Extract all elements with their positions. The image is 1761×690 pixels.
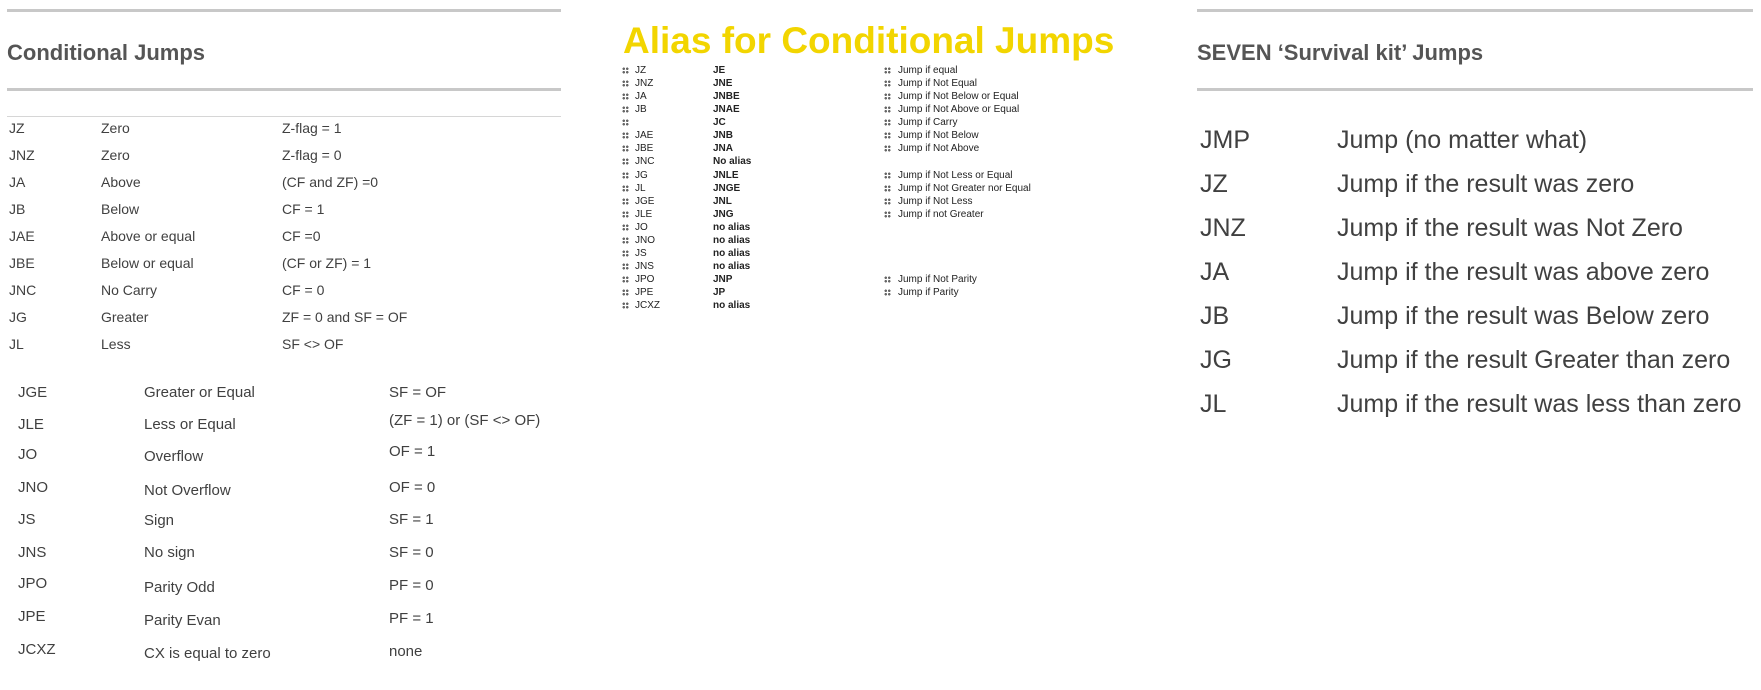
bullet-icon — [884, 132, 891, 139]
jump-code: JZ — [1200, 170, 1228, 198]
jump-code: JGE — [635, 196, 655, 207]
bullet-icon — [622, 276, 629, 283]
jump-meaning: Less or Equal — [144, 416, 236, 433]
bullet-icon — [884, 80, 891, 87]
jump-code: JG — [1200, 346, 1232, 374]
bullet-icon — [622, 250, 629, 257]
jump-meaning: Not Overflow — [144, 482, 231, 499]
jump-description: Jump if Not Below — [898, 130, 979, 141]
jump-description: Jump if Not Above — [898, 143, 980, 154]
jump-condition: SF = OF — [389, 384, 447, 401]
jump-code: JA — [635, 91, 647, 102]
jump-meaning: Parity Odd — [144, 579, 215, 596]
jump-code: JPO — [635, 274, 655, 285]
jump-code: JS — [18, 511, 36, 528]
jump-code: JB — [1200, 302, 1230, 330]
jump-alias: no alias — [713, 261, 751, 272]
jump-code: JLE — [18, 416, 44, 433]
jump-condition: SF <> OF — [282, 336, 344, 352]
bullet-icon — [884, 198, 891, 205]
panel1-top-rule — [7, 9, 561, 12]
bullet-icon — [884, 289, 891, 296]
bullet-icon — [622, 224, 629, 231]
jump-meaning: No sign — [144, 544, 195, 561]
jump-code: JPE — [635, 287, 654, 298]
jump-condition: Z-flag = 0 — [282, 147, 342, 163]
bullet-icon — [622, 263, 629, 270]
jump-alias: no alias — [713, 300, 751, 311]
jump-code: JB — [635, 104, 647, 115]
jump-alias: JP — [713, 287, 726, 298]
panel2-title: Alias for Conditional Jumps — [623, 20, 1115, 61]
panel1-title: Conditional Jumps — [7, 40, 205, 65]
jump-code: JBE — [9, 255, 35, 271]
jump-code: JNO — [635, 235, 655, 246]
jump-condition: CF = 1 — [282, 201, 325, 217]
jump-alias: JNAE — [713, 104, 740, 115]
panel1-table-rule — [7, 116, 561, 117]
bullet-icon — [622, 67, 629, 74]
jump-description: Jump if Not Parity — [898, 274, 977, 285]
jump-alias: JNE — [713, 78, 733, 89]
jump-code: JNZ — [1200, 214, 1246, 242]
jump-condition: (CF or ZF) = 1 — [282, 255, 372, 271]
jump-meaning: CX is equal to zero — [144, 645, 271, 662]
jump-meaning: Parity Evan — [144, 612, 221, 629]
jump-condition: (ZF = 1) or (SF <> OF) — [389, 412, 541, 429]
jump-alias: no alias — [713, 235, 751, 246]
jump-code: JG — [635, 170, 648, 181]
jump-meaning: Zero — [101, 120, 130, 136]
jump-code: JPE — [18, 608, 46, 625]
jump-alias: JNG — [713, 209, 734, 220]
bullet-icon — [622, 289, 629, 296]
panel1-title-rule — [7, 88, 561, 91]
panel3-top-rule — [1197, 9, 1753, 12]
jump-description: Jump if Not Greater nor Equal — [898, 183, 1031, 194]
jump-condition: ZF = 0 and SF = OF — [282, 309, 408, 325]
jump-code: JLE — [635, 209, 653, 220]
jump-condition: CF =0 — [282, 228, 321, 244]
jump-code: JNS — [18, 544, 47, 561]
jump-alias: No alias — [713, 156, 752, 167]
jump-code: JS — [635, 248, 647, 259]
jump-description: Jump if the result was above zero — [1337, 258, 1710, 286]
bullet-icon — [884, 145, 891, 152]
jump-meaning: Less — [101, 336, 131, 352]
jump-code: JL — [1200, 390, 1227, 418]
jump-code: JCXZ — [635, 300, 660, 311]
jump-alias: no alias — [713, 222, 751, 233]
jump-alias: JC — [713, 117, 726, 128]
bullet-icon — [622, 80, 629, 87]
jump-code: JBE — [635, 143, 654, 154]
jump-code: JA — [1200, 258, 1230, 286]
jump-meaning: Above or equal — [101, 228, 196, 244]
bullet-icon — [884, 172, 891, 179]
jump-code: JL — [635, 183, 646, 194]
jump-description: Jump if the result was less than zero — [1337, 390, 1742, 418]
jump-code: JB — [9, 201, 26, 217]
jump-description: Jump if Parity — [898, 287, 959, 298]
jump-code: JL — [9, 336, 24, 352]
bullet-icon — [884, 67, 891, 74]
jump-description: Jump if Not Below or Equal — [898, 91, 1019, 102]
jump-meaning: No Carry — [101, 282, 158, 298]
jump-description: Jump if the result was Not Zero — [1337, 214, 1683, 242]
jump-code: JAE — [635, 130, 654, 141]
jump-alias: JNBE — [713, 91, 740, 102]
jump-code: JA — [9, 174, 26, 190]
bullet-icon — [622, 119, 629, 126]
jump-description: Jump if equal — [898, 65, 958, 76]
jump-condition: PF = 1 — [389, 610, 434, 627]
jump-code: JZ — [9, 120, 25, 136]
jump-code: JNC — [9, 282, 37, 298]
bullet-icon — [884, 276, 891, 283]
jump-alias: JNLE — [713, 170, 739, 181]
jump-description: Jump if Not Less or Equal — [898, 170, 1013, 181]
bullet-icon — [884, 211, 891, 218]
jump-condition: SF = 1 — [389, 511, 434, 528]
bullet-icon — [622, 302, 629, 309]
bullet-icon — [622, 93, 629, 100]
bullet-icon — [622, 106, 629, 113]
jump-code: JNS — [635, 261, 654, 272]
jump-meaning: Zero — [101, 147, 130, 163]
jump-alias: JNL — [713, 196, 732, 207]
jump-code: JG — [9, 309, 27, 325]
jump-condition: (CF and ZF) =0 — [282, 174, 379, 190]
bullet-icon — [622, 132, 629, 139]
jump-code: JMP — [1200, 126, 1250, 154]
jump-condition: SF = 0 — [389, 544, 434, 561]
jump-code: JZ — [635, 65, 647, 76]
jump-condition: PF = 0 — [389, 577, 434, 594]
jump-meaning: Sign — [144, 512, 175, 529]
jump-description: Jump if not Greater — [898, 209, 984, 220]
bullet-icon — [884, 185, 891, 192]
bullet-icon — [884, 93, 891, 100]
jump-description: Jump if Not Equal — [898, 78, 977, 89]
jump-description: Jump if the result was zero — [1337, 170, 1635, 198]
jump-description: Jump if the result was Below zero — [1337, 302, 1710, 330]
jump-condition: none — [389, 643, 423, 660]
jump-alias: JNP — [713, 274, 733, 285]
jump-code: JNO — [18, 479, 48, 496]
jump-meaning: Below or equal — [101, 255, 194, 271]
jump-meaning: Greater — [101, 309, 149, 325]
bullet-icon — [884, 106, 891, 113]
jump-description: Jump if Not Less — [898, 196, 973, 207]
jump-code: JO — [635, 222, 648, 233]
jump-condition: OF = 1 — [389, 443, 436, 460]
jump-meaning: Greater or Equal — [144, 384, 255, 401]
jump-meaning: Overflow — [144, 448, 204, 465]
jump-meaning: Above — [101, 174, 141, 190]
jump-alias: JE — [713, 65, 726, 76]
bullet-icon — [622, 185, 629, 192]
jump-condition: OF = 0 — [389, 479, 436, 496]
bullet-icon — [622, 172, 629, 179]
jump-alias: JNGE — [713, 183, 741, 194]
jump-alias: no alias — [713, 248, 751, 259]
jump-meaning: Below — [101, 201, 140, 217]
jump-condition: CF = 0 — [282, 282, 325, 298]
bullet-icon — [884, 119, 891, 126]
bullet-icon — [622, 198, 629, 205]
bullet-icon — [622, 158, 629, 165]
jump-code: JGE — [18, 384, 48, 401]
panel3-title: SEVEN ‘Survival kit’ Jumps — [1197, 40, 1484, 65]
panel3-title-rule — [1197, 88, 1753, 91]
jump-code: JPO — [18, 575, 48, 592]
jump-code: JNZ — [9, 147, 35, 163]
jump-code: JO — [18, 446, 38, 463]
bullet-icon — [622, 211, 629, 218]
jump-code: JAE — [9, 228, 35, 244]
jump-description: Jump if the result Greater than zero — [1337, 346, 1731, 374]
jump-description: Jump if Not Above or Equal — [898, 104, 1020, 115]
bullet-icon — [622, 237, 629, 244]
jump-alias: JNA — [713, 143, 734, 154]
jump-code: JNZ — [635, 78, 654, 89]
jump-description: Jump if Carry — [898, 117, 958, 128]
jump-code: JNC — [635, 156, 655, 167]
bullet-icon — [622, 145, 629, 152]
jump-alias: JNB — [713, 130, 734, 141]
jump-condition: Z-flag = 1 — [282, 120, 342, 136]
jump-description: Jump (no matter what) — [1337, 126, 1588, 154]
jump-code: JCXZ — [18, 641, 56, 658]
